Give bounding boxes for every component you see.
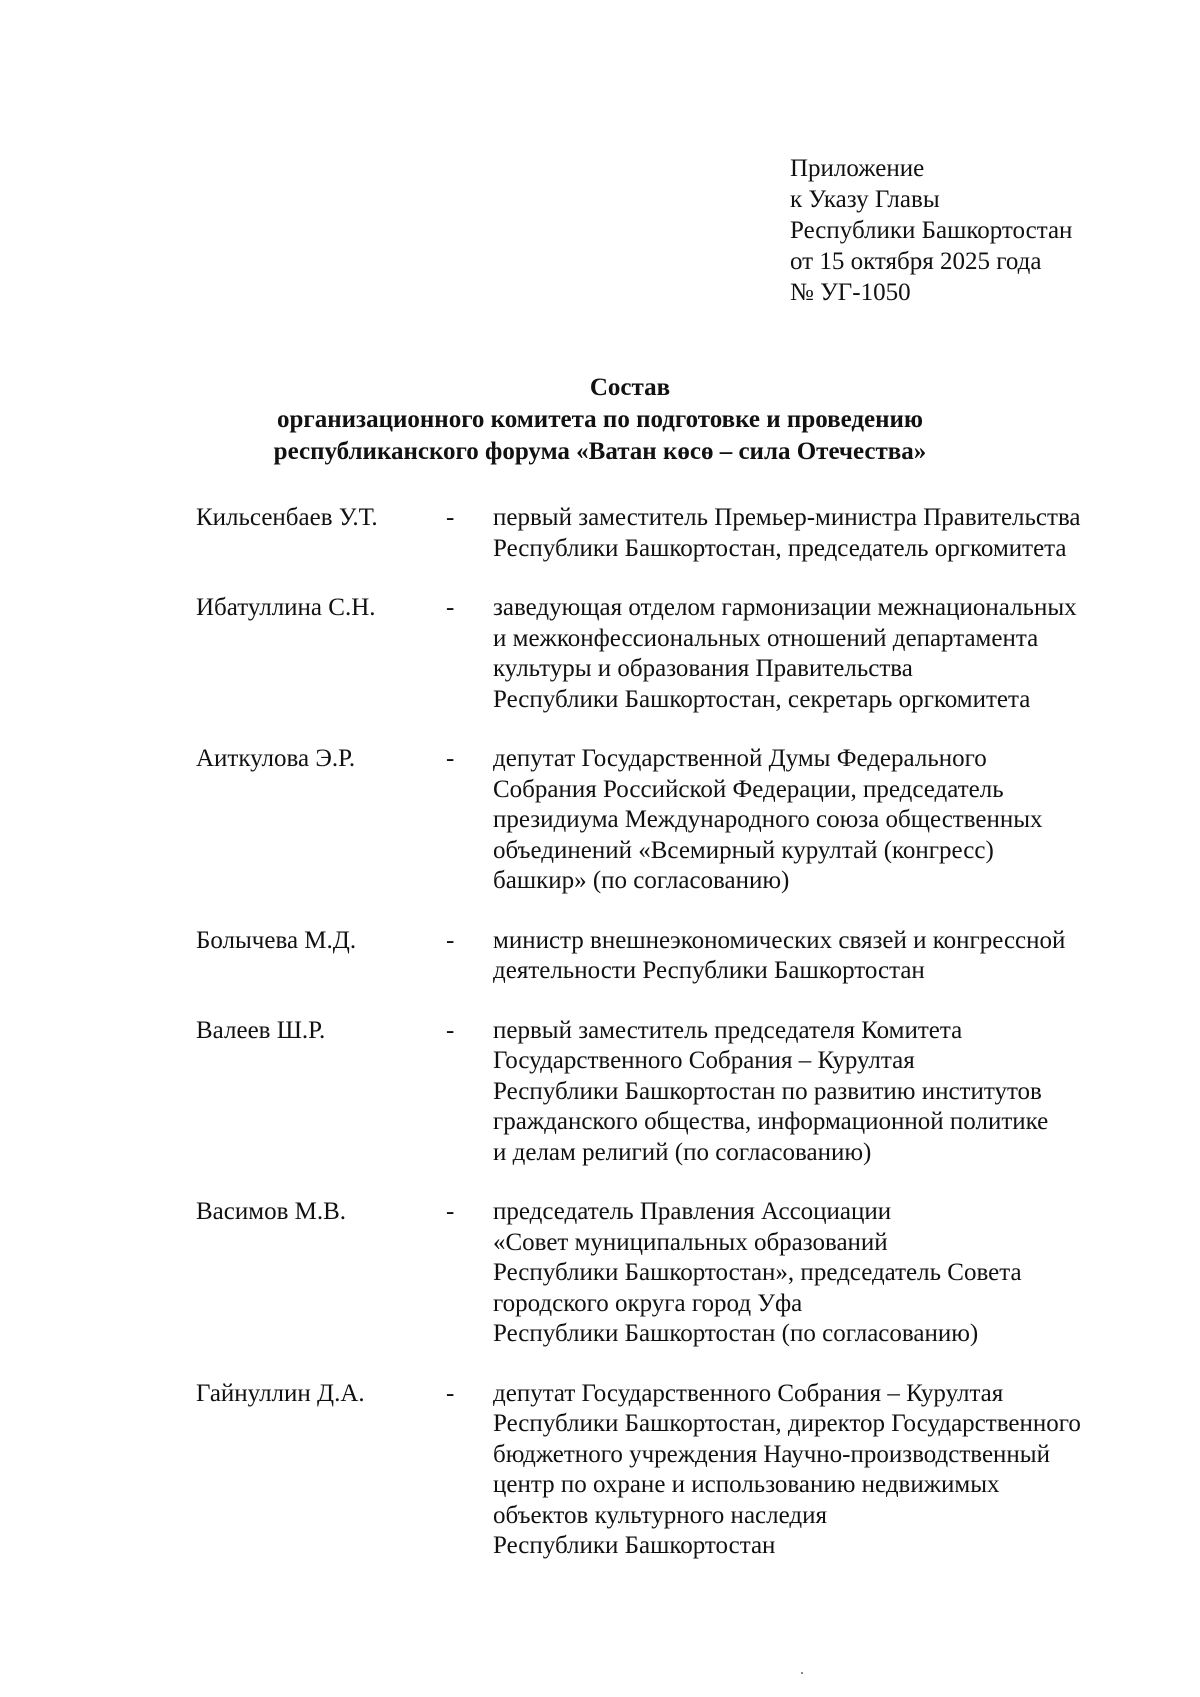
member-role-line: Собрания Российской Федерации, председатель — [493, 775, 1004, 803]
member-role-line: Республики Башкортостан, секретарь оргкомитета — [493, 685, 1031, 713]
member-row — [196, 503, 1136, 564]
appendix-line: от 15 октября 2025 года — [790, 248, 1042, 275]
member-role-line: деятельности Республики Башкортостан — [493, 957, 925, 984]
member-role-line: депутат Государственной Думы Федерального — [493, 745, 987, 772]
member-role — [493, 1016, 1136, 1169]
member-role-line: Республики Башкортостан, председатель оргкомитета — [493, 534, 1067, 562]
member-dash: - — [446, 926, 455, 954]
member-role-line: городского округа город Уфа — [493, 1289, 803, 1317]
member-role-line: культуры и образования Правительства — [493, 655, 913, 682]
member-role-line: президиума Международного союза общественных — [493, 806, 1043, 833]
member-role-line: председатель Правления Ассоциации — [493, 1198, 892, 1225]
member-row — [196, 744, 1136, 897]
member-role-line: центр по охране и использованию недвижимых — [493, 1471, 1000, 1498]
member-role — [493, 744, 1136, 897]
member-row — [196, 1016, 1136, 1169]
member-name: Ибатуллина С.Н. — [196, 594, 376, 621]
member-role-line: Республики Башкортостан по развитию институтов — [493, 1077, 1042, 1105]
member-role-line: объектов культурного наследия — [493, 1501, 827, 1529]
member-role-line: гражданского общества, информационной политике — [493, 1108, 1049, 1135]
member-role-line: «Совет муниципальных образований — [493, 1228, 888, 1256]
member-role-line: и межконфессиональных отношений департамента — [493, 624, 1039, 652]
member-role-line: Республики Башкортостан — [493, 1532, 776, 1559]
member-role — [493, 1197, 1136, 1350]
member-dash: - — [446, 1016, 455, 1044]
member-dash: - — [446, 745, 455, 772]
member-role-line: заведующая отделом гармонизации межнациональных — [493, 594, 1077, 621]
scan-speck — [801, 1672, 803, 1674]
member-row — [196, 593, 1136, 715]
member-dash: - — [446, 504, 455, 531]
title-line: организационного комитета по подготовке и проведению — [276, 406, 924, 433]
members-list — [196, 503, 1136, 1591]
member-name: Кильсенбаев У.Т. — [196, 504, 378, 531]
member-role-line: Республики Башкортостан (по согласованию) — [493, 1320, 979, 1347]
appendix-block — [790, 153, 1072, 308]
appendix-line: № УГ-1050 — [790, 279, 911, 306]
member-name: Гайнуллин Д.А. — [196, 1379, 365, 1407]
member-role-line: депутат Государственного Собрания – Курултая — [493, 1379, 1004, 1407]
member-role-line: Республики Башкортостан», председатель Совета — [493, 1259, 1022, 1286]
member-name: Валеев Ш.Р. — [196, 1016, 326, 1044]
member-role-line: башкир» (по согласованию) — [493, 867, 790, 894]
member-role-line: первый заместитель председателя Комитета — [493, 1016, 963, 1044]
member-row — [196, 1379, 1136, 1562]
member-name: Болычева М.Д. — [196, 926, 357, 954]
title-line: республиканского форума «Ватан көсө – сила Отечества» — [273, 438, 927, 465]
member-name: Васимов М.В. — [196, 1198, 347, 1225]
appendix-line: к Указу Главы — [790, 186, 940, 213]
appendix-line: Приложение — [790, 155, 925, 182]
member-role-line: объединений «Всемирный курултай (конгресс) — [493, 836, 994, 864]
member-role — [493, 926, 1136, 987]
member-role-line: первый заместитель Премьер-министра Правительства — [493, 504, 1081, 531]
document-title — [0, 372, 1200, 468]
member-dash: - — [446, 594, 455, 621]
member-dash: - — [446, 1379, 455, 1407]
member-name: Аиткулова Э.Р. — [196, 745, 356, 772]
member-role — [493, 593, 1136, 715]
title-line: Состав — [589, 374, 671, 401]
member-role-line: бюджетного учреждения Научно-производственный — [493, 1440, 1050, 1468]
member-dash: - — [446, 1198, 455, 1225]
member-role — [493, 503, 1136, 564]
member-role — [493, 1379, 1136, 1562]
member-role-line: и делам религий (по согласованию) — [493, 1138, 872, 1166]
member-role-line: Республики Башкортостан, директор Государственного — [493, 1410, 1081, 1437]
member-row — [196, 1197, 1136, 1350]
member-row — [196, 926, 1136, 987]
member-role-line: министр внешнеэкономических связей и конгрессной — [493, 926, 1066, 954]
appendix-line: Республики Башкортостан — [790, 217, 1073, 244]
member-role-line: Государственного Собрания – Курултая — [493, 1047, 915, 1074]
